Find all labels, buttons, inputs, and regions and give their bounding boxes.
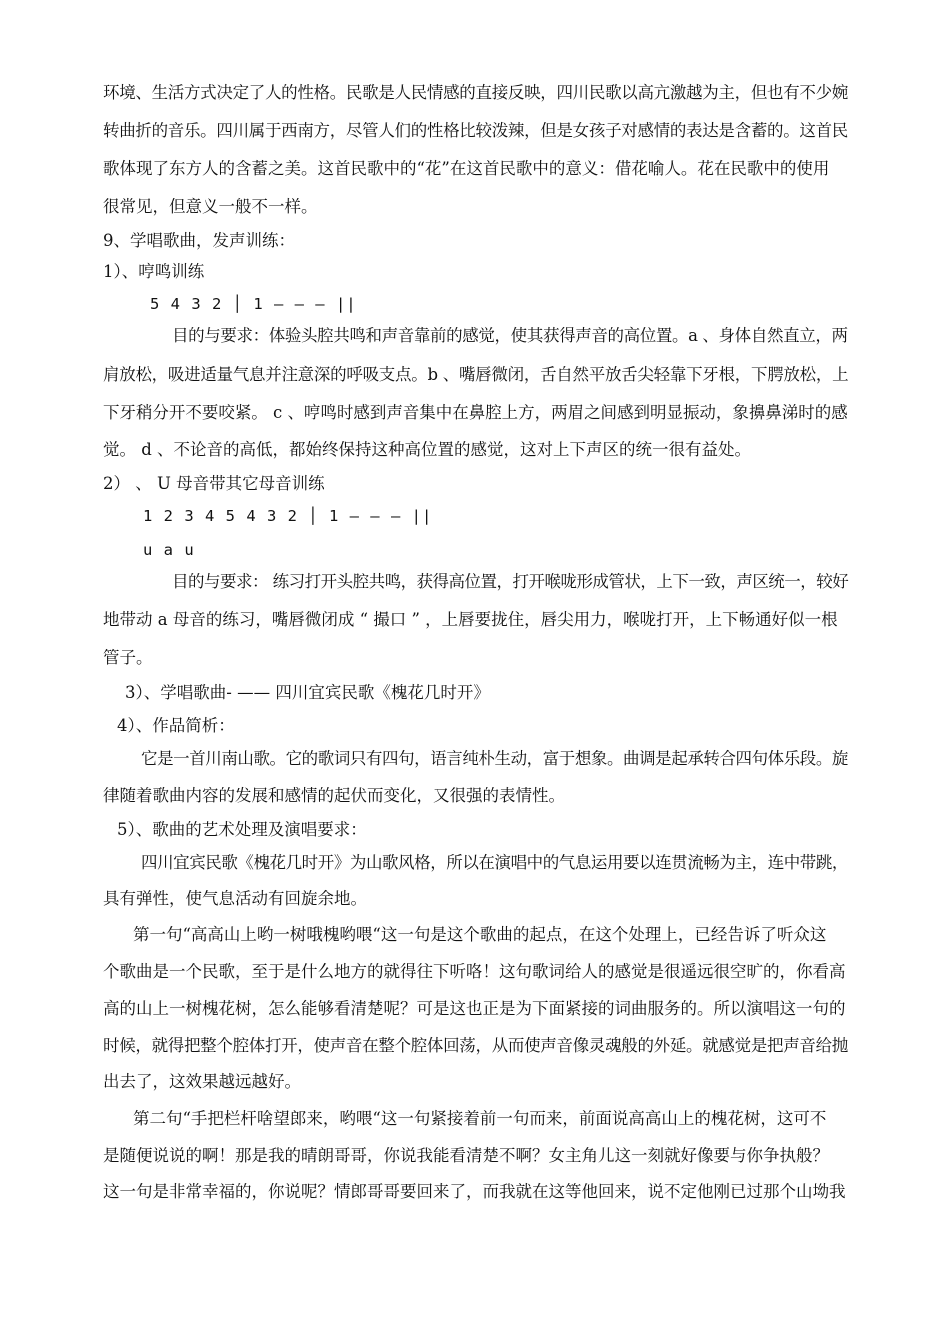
sub2-notation: 1 2 3 4 5 4 3 2 │ 1 — — — || — [143, 507, 433, 525]
first-sentence-line-4: 时候，就得把整个腔体打开，使声音在整个腔体回荡，从而使声音像灵魂般的外延。就感觉是把声音给抛 — [103, 1036, 849, 1055]
first-sentence-line-1: 第一句“高高山上哟一树哦槐哟喂“这一句是这个歌曲的起点，在这个处理上，已经告诉了听众这 — [133, 925, 827, 944]
sub1-heading: 1）、哼鸣训练 — [103, 262, 205, 281]
intro-line-4: 很常见，但意义一般不一样。 — [103, 197, 318, 216]
second-sentence-line-1: 第二句“手把栏杆啥望郎来，哟喂“这一句紧接着前一句而来，前面说高高山上的槐花树，这可不 — [133, 1109, 827, 1128]
sub2-line-1: 目的与要求： 练习打开头腔共鸣，获得高位置，打开喉咙形成管状，上下一致，声区统一，较好 — [172, 572, 849, 591]
second-sentence-line-3: 这一句是非常幸福的，你说呢？情郎哥哥要回来了，而我就在这等他回来，说不定他刚已过那个山坳我 — [103, 1182, 846, 1201]
sub1-line-1: 目的与要求：体验头腔共鸣和声音靠前的感觉，使其获得声音的高位置。a 、身体自然直立，两 — [172, 326, 848, 345]
second-sentence-line-2: 是随便说说的啊！那是我的晴朗哥哥，你说我能看清楚不啊？女主角儿这一刻就好像要与你争执般？ — [103, 1146, 829, 1165]
sub2-syllables: u a u — [143, 541, 195, 559]
sub2-heading: 2） 、 U 母音带其它母音训练 — [103, 474, 325, 493]
first-sentence-line-3: 高的山上一树槐花树，怎么能够看清楚呢？可是这也正是为下面紧接的词曲服务的。所以演唱这一句的 — [103, 999, 846, 1018]
sub4-line-2: 律随着歌曲内容的发展和感情的起伏而变化，又很强的表情性。 — [103, 786, 565, 805]
sub5-heading: 5）、歌曲的艺术处理及演唱要求： — [117, 820, 367, 839]
sub2-line-3: 管子。 — [103, 648, 153, 667]
section-9-heading: 9、学唱歌曲，发声训练： — [103, 231, 295, 250]
intro-line-2: 转曲折的音乐。四川属于西南方，尽管人们的性格比较泼辣，但是女孩子对感情的表达是含蓄的。这首民 — [103, 121, 849, 140]
sub4-heading: 4）、作品简析： — [117, 716, 235, 735]
intro-line-1: 环境、生活方式决定了人的性格。民歌是人民情感的直接反映，四川民歌以高亢激越为主，但也有不少婉 — [103, 83, 849, 102]
first-sentence-line-5: 出去了，这效果越远越好。 — [103, 1072, 301, 1091]
sub1-notation: 5 4 3 2 │ 1 — — — || — [150, 295, 357, 313]
intro-line-3: 歌体现了东方人的含蓄之美。这首民歌中的“花”在这首民歌中的意义：借花喻人。花在民歌中的使用 — [103, 159, 830, 178]
sub4-line-1: 它是一首川南山歌。它的歌词只有四句，语言纯朴生动，富于想象。曲调是起承转合四句体乐段。旋 — [141, 749, 849, 768]
sub1-line-3: 下牙稍分开不要咬紧。 c 、哼鸣时感到声音集中在鼻腔上方，两眉之间感到明显振动，象擤鼻涕时的感 — [103, 403, 848, 422]
sub3-heading: 3）、学唱歌曲- —— 四川宜宾民歌《槐花几时开》 — [125, 683, 490, 702]
sub5-line-2: 具有弹性，使气息活动有回旋余地。 — [103, 889, 367, 908]
sub1-line-4: 觉。 d 、不论音的高低，都始终保持这种高位置的感觉，这对上下声区的统一很有益处。 — [103, 440, 752, 459]
sub5-line-1: 四川宜宾民歌《槐花几时开》为山歌风格，所以在演唱中的气息运用要以连贯流畅为主，连中带跳， — [141, 853, 849, 872]
sub1-line-2: 肩放松，吸进适量气息并注意深的呼吸支点。b 、嘴唇微闭，舌自然平放舌尖轻靠下牙根，下腭放松，上 — [103, 365, 849, 384]
first-sentence-line-2: 个歌曲是一个民歌，至于是什么地方的就得往下听咯！这句歌词给人的感觉是很遥远很空旷的，你看高 — [103, 962, 846, 981]
sub2-line-2: 地带动 a 母音的练习，嘴唇微闭成 “ 撮口 ” ，上唇要拢住，唇尖用力，喉咙打开，上下畅通好似一根 — [103, 610, 838, 629]
